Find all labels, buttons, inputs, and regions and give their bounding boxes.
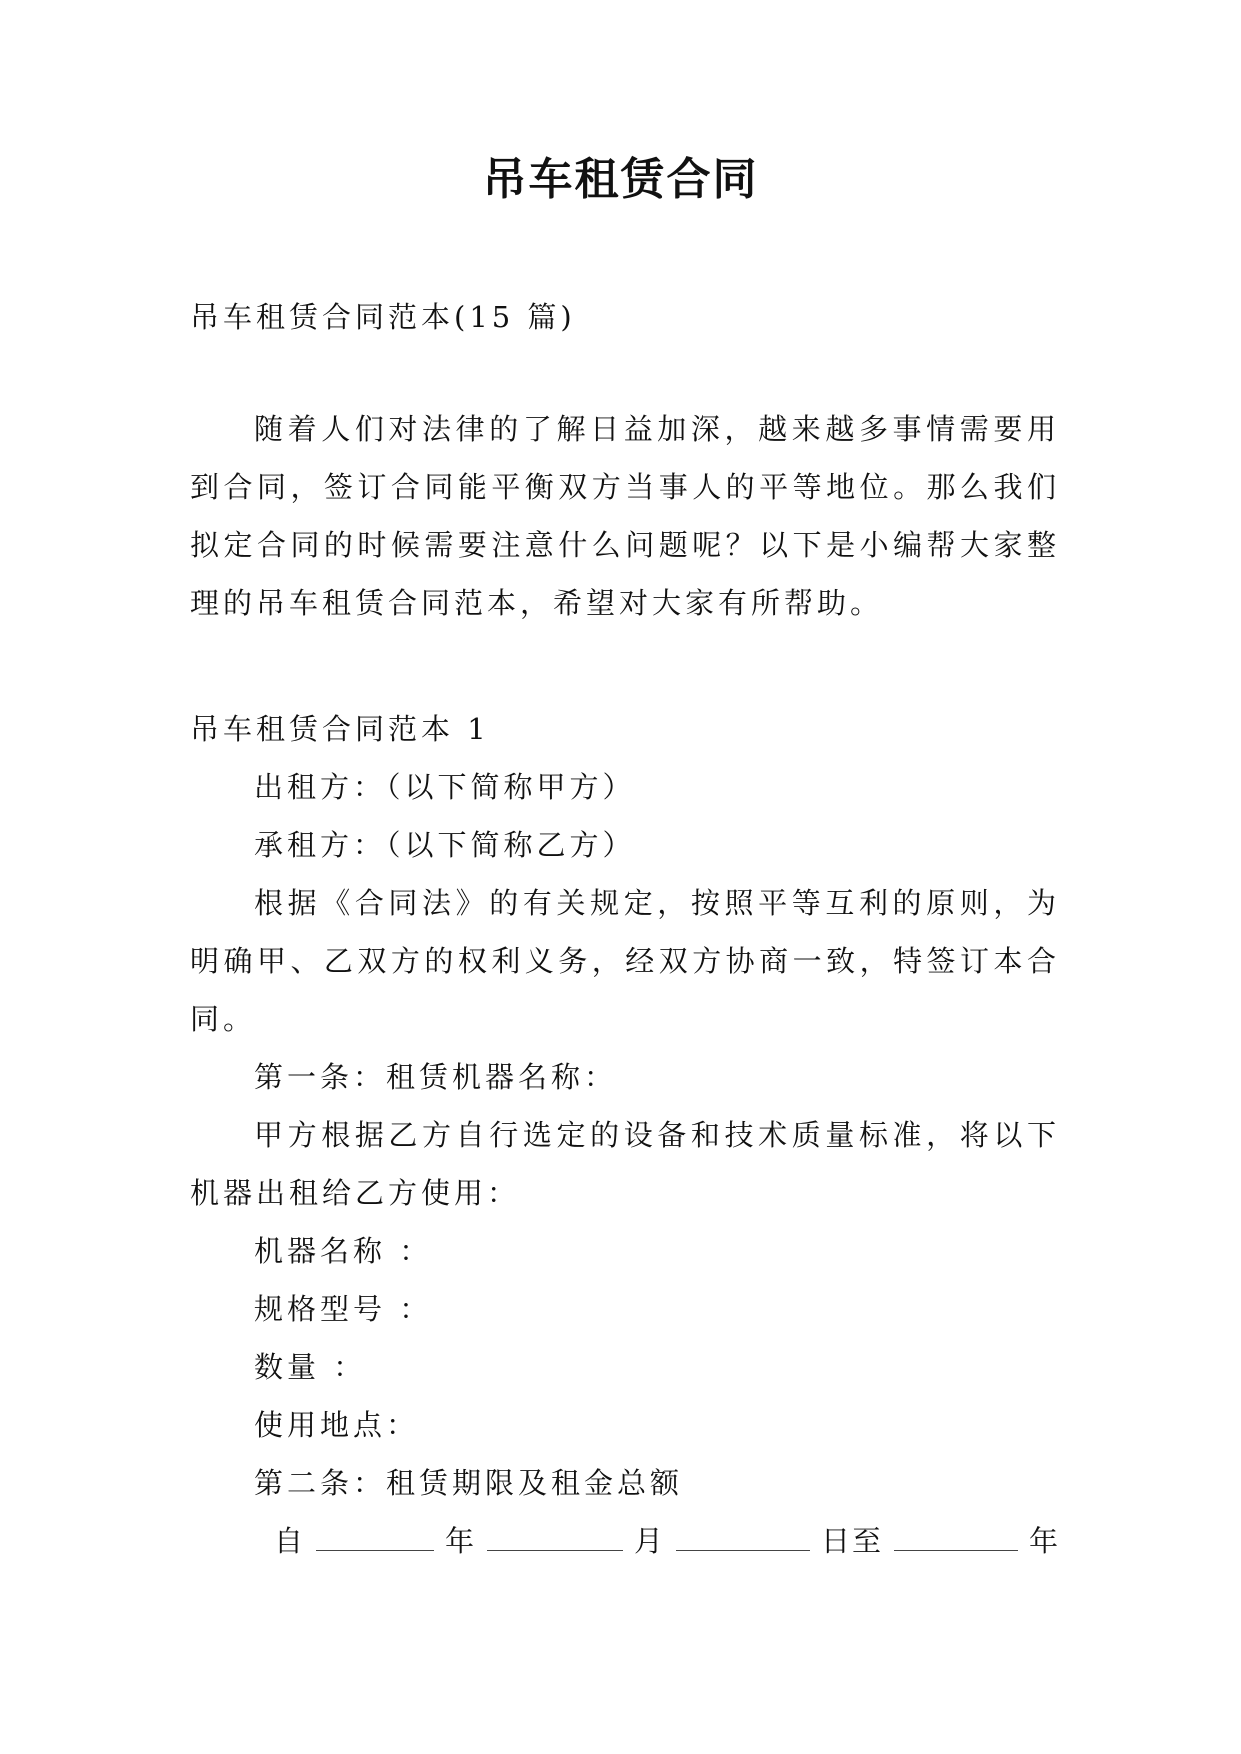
blank-start-year [316, 1520, 434, 1551]
document-title: 吊车租赁合同 [482, 154, 759, 205]
field-model: 规格型号 ： [254, 1292, 433, 1326]
blank-start-day [676, 1520, 810, 1551]
article-2-title: 第二条：租赁期限及租金总额 [254, 1466, 684, 1500]
lessee-line: 承租方：（以下简称乙方） [254, 828, 636, 862]
field-machine-name: 机器名称 ： [254, 1234, 433, 1268]
field-location: 使用地点： [254, 1408, 420, 1442]
date-month-label: 月 [633, 1524, 665, 1558]
lessor-line: 出租方：（以下简称甲方） [254, 770, 636, 804]
lease-period-line [190, 1512, 1060, 1570]
article-1-text: 甲方根据乙方自行选定的设备和技术质量标准，将以下机器出租给乙方使用： [190, 1118, 1060, 1210]
date-year-label: 年 [444, 1524, 476, 1558]
section-title: 吊车租赁合同范本 1 [190, 712, 490, 746]
contract-section-1 [190, 700, 1060, 1570]
article-1-title: 第一条：租赁机器名称： [254, 1060, 618, 1094]
date-from-label: 自 [274, 1524, 306, 1558]
intro-paragraph: 随着人们对法律的了解日益加深，越来越多事情需要用到合同，签订合同能平衡双方当事人的平等地位。那么我们拟定合同的时候需要注意什么问题呢？以下是小编帮大家整理的吊车租赁合同范本，希望对大家有所帮助。 [190, 412, 1060, 620]
blank-start-month [487, 1520, 623, 1551]
document-subtitle: 吊车租赁合同范本(15 篇) [190, 300, 576, 334]
field-quantity: 数量 ： [254, 1350, 367, 1384]
basis-paragraph: 根据《合同法》的有关规定，按照平等互利的原则，为明确甲、乙双方的权利义务，经双方协商一致，特签订本合同。 [190, 886, 1060, 1036]
date-year2-label: 年 [1028, 1524, 1060, 1558]
date-day-to-label: 日至 [820, 1524, 883, 1558]
blank-end-year [894, 1520, 1018, 1551]
